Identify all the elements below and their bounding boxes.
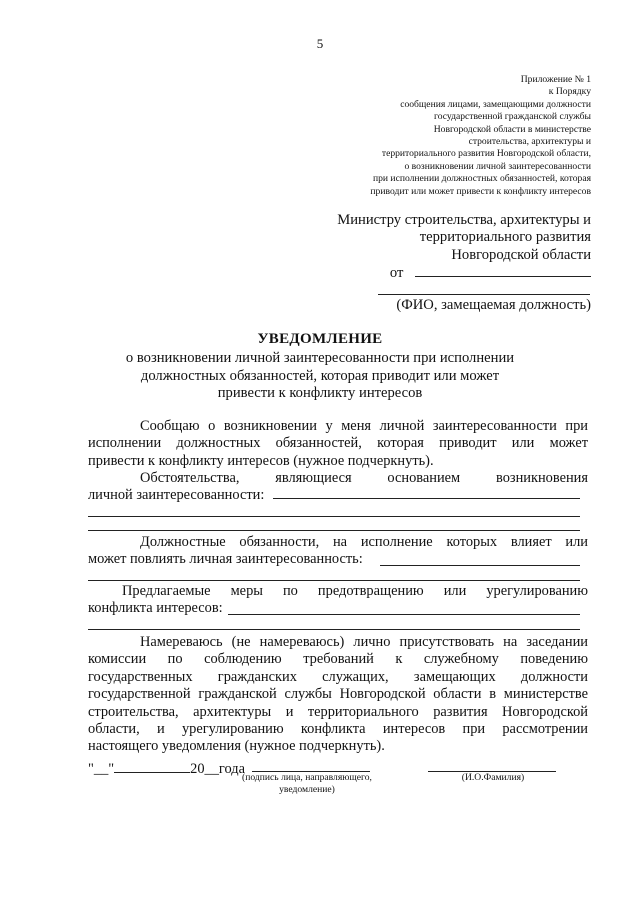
subtitle-line: о возникновении личной заинтересованности при исполнении xyxy=(125,350,515,366)
paragraph-line: государственной гражданской службы Новгородской области в министерстве xyxy=(88,686,588,703)
date-year: 20__года xyxy=(190,761,245,777)
appendix-line: Приложение № 1 xyxy=(520,74,591,85)
paragraph-line: исполнении должностных обязанностей, которая приводит или может xyxy=(88,435,588,452)
paragraph-notice xyxy=(88,418,588,470)
paragraph-line: области, и урегулированию конфликта интересов при рассмотрении xyxy=(88,721,588,738)
fio-blank-line xyxy=(378,294,590,295)
appendix-line: Новгородской области в министерстве xyxy=(433,123,591,135)
paragraph-attendance xyxy=(88,634,588,756)
date-month-blank xyxy=(114,760,190,773)
circumstances-blank-line xyxy=(88,530,580,531)
name-caption: (И.О.Фамилия) xyxy=(461,772,525,783)
appendix-line: при исполнении должностных обязанностей, которая xyxy=(372,173,591,185)
paragraph-line: может повлиять личная заинтересованность: xyxy=(88,551,363,568)
appendix-line: строительства, архитектуры и xyxy=(468,136,591,148)
appendix-line: о возникновении личной заинтересованности xyxy=(404,160,591,172)
subtitle-line: должностных обязанностей, которая приводит или может xyxy=(140,367,500,384)
date-day: "__" xyxy=(88,761,115,777)
signature-caption xyxy=(222,772,392,796)
document-title: УВЕДОМЛЕНИЕ xyxy=(257,331,383,347)
appendix-line: приводит или может привести к конфликту интересов xyxy=(370,185,591,197)
paragraph-line: Должностные обязанности, на исполнение которых влияет или xyxy=(140,534,588,550)
paragraph-line: настоящего уведомления (нужное подчеркнуть). xyxy=(88,738,385,755)
appendix-line: государственной гражданской службы xyxy=(434,111,591,123)
from-blank-line xyxy=(415,264,591,277)
paragraph-line: конфликта интересов: xyxy=(88,600,223,617)
paragraph-duties xyxy=(88,534,588,569)
appendix-line: к Порядку xyxy=(548,86,591,98)
measures-blank-line xyxy=(228,614,580,615)
circumstances-blank-line xyxy=(88,516,580,517)
measures-blank-line xyxy=(88,629,580,630)
from-label: от xyxy=(389,265,404,281)
addressee-line: территориального развития xyxy=(419,229,591,246)
appendix-line: территориального развития Новгородской области, xyxy=(381,148,591,160)
duties-blank-line xyxy=(380,565,580,566)
caption-line: уведомление) xyxy=(279,784,335,795)
paragraph-measures xyxy=(88,583,588,618)
document-subtitle xyxy=(0,350,640,403)
caption-line: (подпись лица, направляющего, xyxy=(242,772,372,783)
paragraph-line: Предлагаемые меры по предотвращению или урегулированию xyxy=(122,583,588,599)
paragraph-line: строительства, архитектуры и территориального развития Новгородской xyxy=(88,703,588,720)
circumstances-blank-line xyxy=(273,498,580,499)
paragraph-line: привести к конфликту интересов (нужное подчеркнуть). xyxy=(88,452,434,469)
addressee-line: Министру строительства, архитектуры и xyxy=(337,212,591,228)
paragraph-line: Обстоятельства, являющиеся основанием возникновения xyxy=(140,470,588,486)
paragraph-line: комиссии по соблюдению требований к служебному поведению xyxy=(88,651,588,668)
appendix-header xyxy=(370,74,591,198)
paragraph-line: личной заинтересованности: xyxy=(88,487,265,504)
appendix-line: сообщения лицами, замещающими должности xyxy=(400,98,591,110)
from-field xyxy=(390,264,591,282)
page-number: 5 xyxy=(316,36,324,51)
subtitle-line: привести к конфликту интересов xyxy=(217,385,423,401)
paragraph-line: Сообщаю о возникновении у меня личной заинтересованности при xyxy=(140,418,588,434)
duties-blank-line xyxy=(88,580,580,581)
paragraph-circumstances xyxy=(88,470,588,505)
fio-caption: (ФИО, замещаемая должность) xyxy=(396,297,591,313)
paragraph-line: Намереваюсь (не намереваюсь) лично присутствовать на заседании xyxy=(140,634,588,650)
addressee-block xyxy=(337,212,591,264)
paragraph-line: государственных гражданских служащих, замещающих должности xyxy=(88,668,588,685)
addressee-line: Новгородской области xyxy=(451,246,591,263)
